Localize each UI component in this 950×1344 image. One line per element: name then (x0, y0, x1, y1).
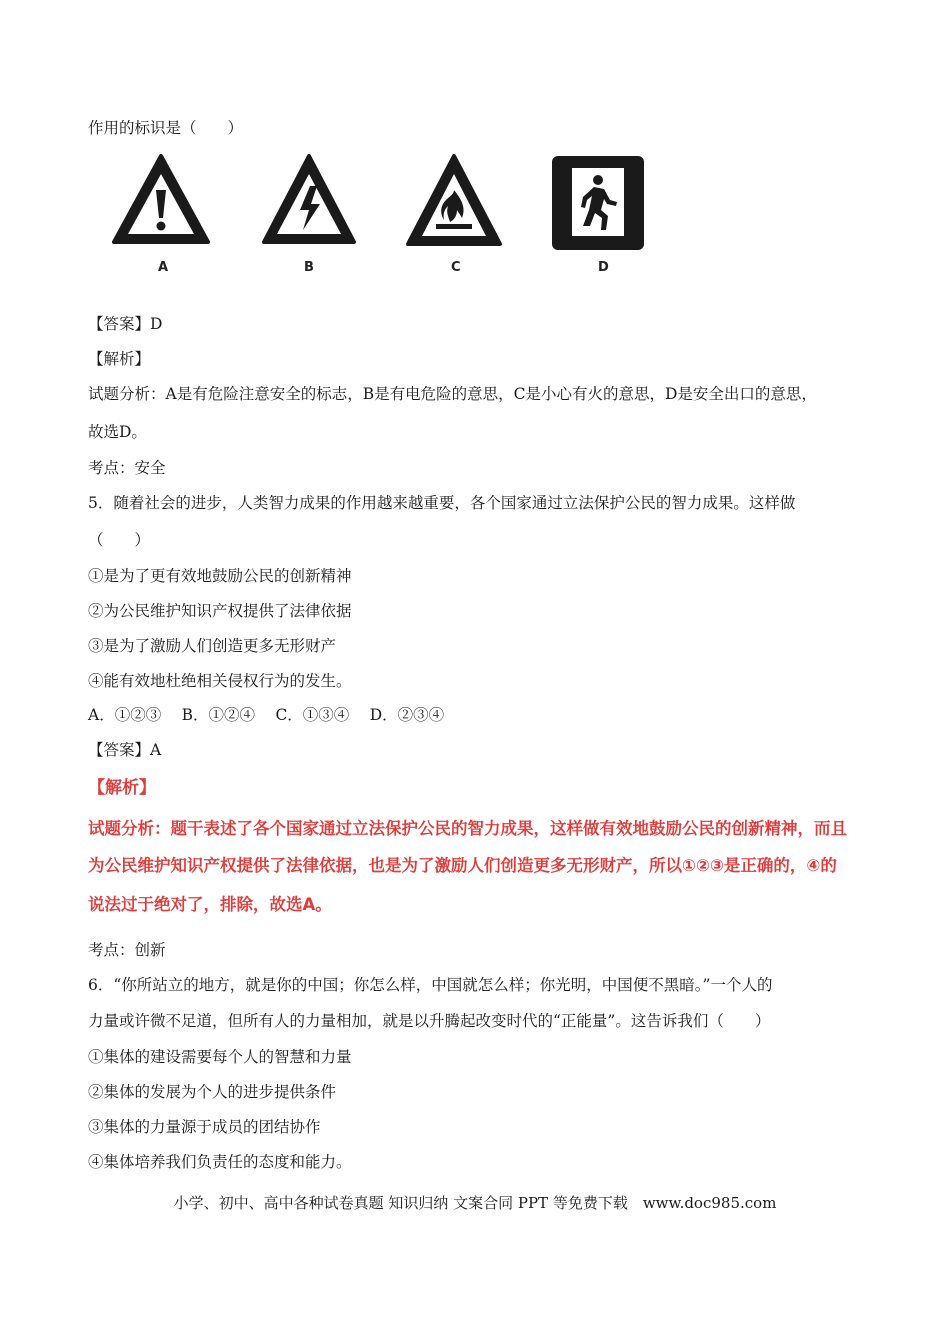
q5-item-3: ③是为了激励人们创造更多无形财产 (88, 637, 337, 655)
q6-stem-line2: 力量或许微不足道，但所有人的力量相加，就是以升腾起改变时代的“正能量”。这告诉我们（ ） (88, 1012, 771, 1030)
q5-stem-line2: （ ） (88, 531, 151, 549)
fire-hazard-icon (404, 150, 504, 256)
sign-options (110, 150, 670, 290)
q6-item-4: ④集体培养我们负责任的态度和能力。 (88, 1153, 352, 1171)
option-b-label: B (304, 260, 314, 275)
electric-hazard-icon (260, 150, 358, 256)
q6-item-2: ②集体的发展为个人的进步提供条件 (88, 1083, 337, 1101)
q5-analysis-line1: 试题分析：题干表述了各个国家通过立法保护公民的智力成果，这样做有效地鼓励公民的创新精神，而且 (88, 819, 847, 838)
q5-answer: 【答案】A (88, 741, 162, 759)
q4-answer: 【答案】D (88, 315, 163, 333)
q4-analysis-heading: 【解析】 (88, 350, 151, 368)
q5-item-1: ①是为了更有效地鼓励公民的创新精神 (88, 567, 352, 585)
q5-item-2: ②为公民维护知识产权提供了法律依据 (88, 602, 352, 620)
q4-stem-tail: 作用的标识是（ ） (88, 119, 244, 137)
warning-exclamation-icon (110, 150, 212, 256)
emergency-exit-icon (550, 154, 646, 256)
q6-item-1: ①集体的建设需要每个人的智慧和力量 (88, 1048, 352, 1066)
option-c-label: C (451, 260, 461, 275)
page-footer: 小学、初中、高中各种试卷真题 知识归纳 文案合同 PPT 等免费下载 www.doc985.com (173, 1194, 777, 1212)
q5-analysis-heading: 【解析】 (88, 778, 156, 798)
option-a-label: A (158, 260, 169, 275)
q6-item-3: ③集体的力量源于成员的团结协作 (88, 1118, 321, 1136)
q5-stem-line1: 5．随着社会的进步，人类智力成果的作用越来越重要，各个国家通过立法保护公民的智力成果。这样做 (88, 494, 796, 512)
q4-point: 考点：安全 (88, 459, 166, 477)
q5-analysis-line3: 说法过于绝对了，排除，故选A。 (88, 895, 332, 914)
option-d-label: D (598, 260, 609, 275)
q4-analysis-line1: 试题分析：A是有危险注意安全的标志，B是有电危险的意思，C是小心有火的意思，D是安全出口的意思， (88, 385, 817, 403)
q5-choices: A．①②③ B．①②④ C．①③④ D．②③④ (88, 706, 445, 724)
q5-point: 考点：创新 (88, 941, 166, 959)
q4-analysis-line2: 故选D。 (88, 423, 147, 441)
q5-analysis-line2: 为公民维护知识产权提供了法律依据，也是为了激励人们创造更多无形财产，所以①②③是正确的，④的 (88, 856, 837, 875)
q5-item-4: ④能有效地杜绝相关侵权行为的发生。 (88, 672, 352, 690)
q6-stem-line1: 6．“你所站立的地方，就是你的中国；你怎么样，中国就怎么样；你光明，中国便不黑暗。”一个人的 (88, 976, 773, 994)
